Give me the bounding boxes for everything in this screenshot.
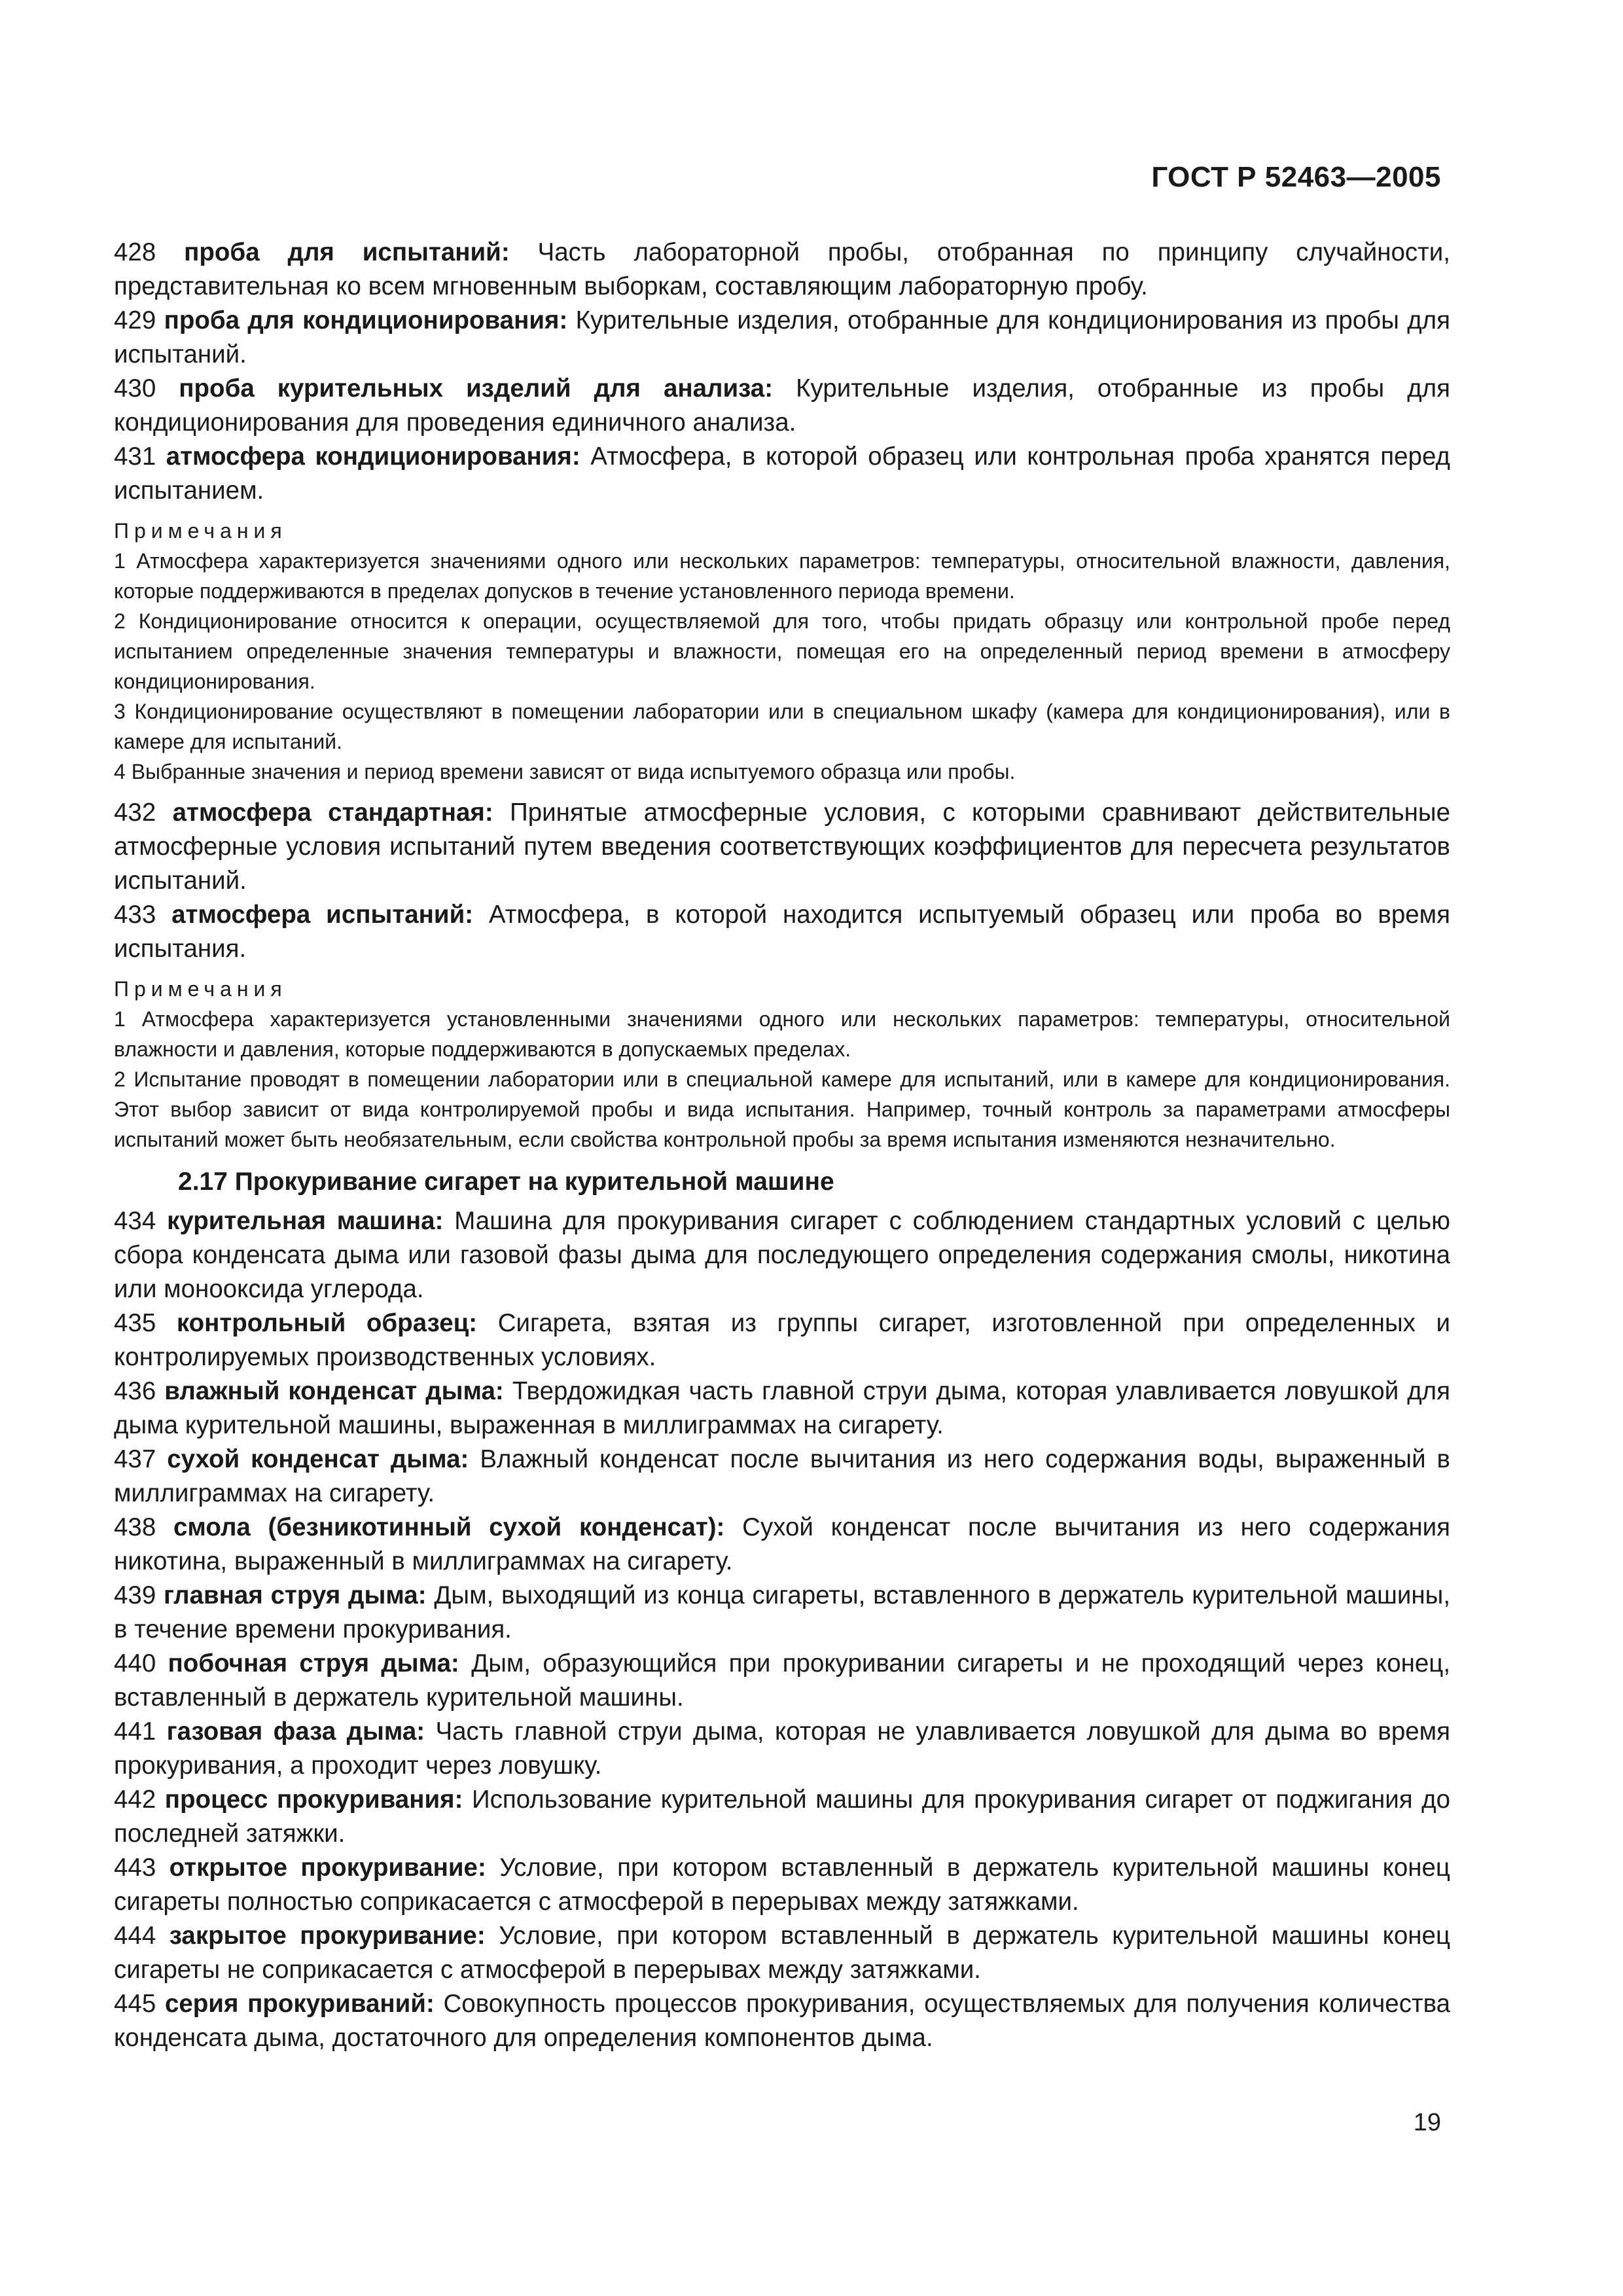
term-name: проба для кондиционирования:: [164, 306, 568, 334]
notes-heading: Примечания: [114, 977, 287, 1001]
note-item: 2 Испытание проводят в помещении лаборатории или в специальной камере для испытаний, или в камере для кондиционирования. Этот выбор зависит от вида контролируемой пробы и вида испытания. Например, точный контроль за параметрами атмосферы испытаний может быть необязательным, если свойства контрольной пробы за время испытания изменяются незначительно.: [114, 1067, 1450, 1151]
term-number: 438: [114, 1513, 156, 1541]
term-definition: Часть лабораторной пробы, отобранная по принципу случайности, представительная ко всем мгновенным выборкам, составляющим лабораторную пробу.: [114, 238, 1450, 300]
note-item: 2 Кондиционирование относится к операции, осуществляемой для того, чтобы придать образцу или контрольной пробе перед испытанием определенные значения температуры и влажности, помещая его на определенный период времени в атмосферу кондиционирования.: [114, 609, 1450, 693]
term-definition: Часть главной струи дыма, которая не улавливается ловушкой для дыма во время прокуривания, а проходит через ловушку.: [114, 1717, 1450, 1780]
term-entry-438: [114, 1511, 1450, 1579]
term-definition: Сигарета, взятая из группы сигарет, изготовленной при определенных и контролируемых производственных условиях.: [114, 1309, 1450, 1371]
term-entry-428: [114, 236, 1450, 304]
term-name: курительная машина:: [167, 1207, 444, 1235]
term-definition: Совокупность процессов прокуривания, осуществляемых для получения количества конденсата дыма, достаточного для определения компонентов дыма.: [114, 1990, 1451, 2052]
term-name: серия прокуриваний:: [164, 1990, 435, 2018]
term-name: побочная струя дыма:: [168, 1649, 459, 1677]
note-item: 3 Кондиционирование осуществляют в помещении лаборатории или в специальном шкафу (камера для кондиционирования), или в камере для испытаний.: [114, 700, 1450, 753]
term-number: 442: [114, 1785, 156, 1814]
term-entry-439: [114, 1579, 1450, 1647]
term-name: смола (безникотинный сухой конденсат):: [173, 1513, 725, 1541]
note-item: 1 Атмосфера характеризуется значениями одного или нескольких параметров: температуры, относительной влажности, давления, которые поддерживаются в пределах допусков в течение установленного периода времени.: [114, 549, 1450, 603]
term-entry-445: [114, 1987, 1450, 2055]
term-definition: Сухой конденсат после вычитания из него содержания никотина, выраженный в миллиграммах на сигарету.: [114, 1513, 1450, 1575]
notes-block-1: [114, 516, 1450, 787]
document-header: ГОСТ Р 52463—2005: [1151, 161, 1441, 193]
term-entry-433: [114, 898, 1450, 966]
notes-block-2: [114, 974, 1450, 1155]
term-name: главная струя дыма:: [164, 1581, 427, 1609]
term-name: процесс прокуривания:: [164, 1785, 463, 1814]
term-number: 435: [114, 1309, 156, 1337]
term-number: 436: [114, 1377, 156, 1405]
term-entry-435: [114, 1306, 1450, 1374]
term-entry-430: [114, 372, 1450, 440]
term-entry-432: [114, 796, 1450, 898]
term-number: 439: [114, 1581, 156, 1609]
term-entry-436: [114, 1374, 1450, 1443]
term-name: атмосфера испытаний:: [171, 901, 474, 929]
term-number: 437: [114, 1445, 156, 1473]
term-number: 432: [114, 798, 156, 827]
term-number: 428: [114, 238, 156, 266]
term-name: контрольный образец:: [176, 1309, 478, 1337]
term-number: 431: [114, 442, 156, 471]
term-entry-429: [114, 304, 1450, 372]
term-definition: Курительные изделия, отобранные из пробы для кондиционирования для проведения единичного анализа.: [114, 374, 1450, 437]
term-definition: Машина для прокуривания сигарет с соблюдением стандартных условий с целью сбора конденсата дыма или газовой фазы дыма для последующего определения содержания смолы, никотина или монооксида углерода.: [114, 1207, 1450, 1303]
term-entry-431: [114, 440, 1450, 508]
note-item: 4 Выбранные значения и период времени зависят от вида испытуемого образца или пробы.: [114, 760, 1016, 783]
term-definition: Условие, при котором вставленный в держатель курительной машины конец сигареты не соприкасается с атмосферой в перерывах между затяжками.: [114, 1922, 1451, 1984]
term-name: атмосфера кондиционирования:: [166, 442, 580, 471]
term-definition: Влажный конденсат после вычитания из него содержания воды, выраженный в миллиграммах на сигарету.: [114, 1445, 1450, 1507]
term-entry-437: [114, 1443, 1450, 1511]
term-name: закрытое прокуривание:: [169, 1922, 486, 1950]
term-definition: Использование курительной машины для прокуривания сигарет от поджигания до последней затяжки.: [114, 1785, 1450, 1848]
notes-heading: Примечания: [114, 519, 287, 543]
term-name: проба курительных изделий для анализа:: [179, 374, 774, 403]
section-heading: 2.17 Прокуривание сигарет на курительной машине: [178, 1168, 834, 1196]
term-name: влажный конденсат дыма:: [164, 1377, 504, 1405]
term-name: газовая фаза дыма:: [166, 1717, 425, 1746]
term-definition: Твердожидкая часть главной струи дыма, которая улавливается ловушкой для дыма курительной машины, выраженная в миллиграммах на сигарету.: [114, 1377, 1450, 1439]
term-name: открытое прокуривание:: [169, 1854, 486, 1882]
term-entry-440: [114, 1647, 1450, 1715]
term-number: 433: [114, 901, 156, 929]
term-name: сухой конденсат дыма:: [167, 1445, 469, 1473]
term-number: 444: [114, 1922, 156, 1950]
page-number: 19: [1413, 2109, 1441, 2136]
term-entry-441: [114, 1715, 1450, 1783]
term-number: 445: [114, 1990, 156, 2018]
term-definition: Атмосфера, в которой находится испытуемый образец или проба во время испытания.: [114, 901, 1450, 963]
term-definition: Дым, образующийся при прокуривании сигареты и не проходящий через конец, вставленный в держатель курительной машины.: [114, 1649, 1451, 1712]
term-entry-442: [114, 1783, 1450, 1851]
term-definition: Атмосфера, в которой образец или контрольная проба хранятся перед испытанием.: [114, 442, 1450, 505]
term-entry-443: [114, 1851, 1450, 1919]
term-name: проба для испытаний:: [184, 238, 510, 266]
term-number: 430: [114, 374, 156, 403]
term-number: 443: [114, 1854, 156, 1882]
term-number: 434: [114, 1207, 156, 1235]
term-entry-434: [114, 1204, 1450, 1306]
document-body: [114, 236, 1450, 2055]
term-definition: Дым, выходящий из конца сигареты, вставленного в держатель курительной машины, в течение времени прокуривания.: [114, 1581, 1451, 1643]
term-name: атмосфера стандартная:: [172, 798, 493, 827]
term-number: 440: [114, 1649, 156, 1677]
term-definition: Курительные изделия, отобранные для кондиционирования из пробы для испытаний.: [114, 306, 1450, 368]
term-definition: Принятые атмосферные условия, с которыми сравнивают действительные атмосферные условия испытаний путем введения соответствующих коэффициентов для пересчета результатов испытаний.: [114, 798, 1450, 895]
term-definition: Условие, при котором вставленный в держатель курительной машины конец сигареты полностью соприкасается с атмосферой в перерывах между затяжками.: [114, 1854, 1450, 1916]
term-entry-444: [114, 1919, 1450, 1987]
note-item: 1 Атмосфера характеризуется установленными значениями одного или нескольких параметров: температуры, относительной влажности и давления, которые поддерживаются в допускаемых пределах.: [114, 1007, 1450, 1061]
term-number: 441: [114, 1717, 156, 1746]
term-number: 429: [114, 306, 156, 334]
